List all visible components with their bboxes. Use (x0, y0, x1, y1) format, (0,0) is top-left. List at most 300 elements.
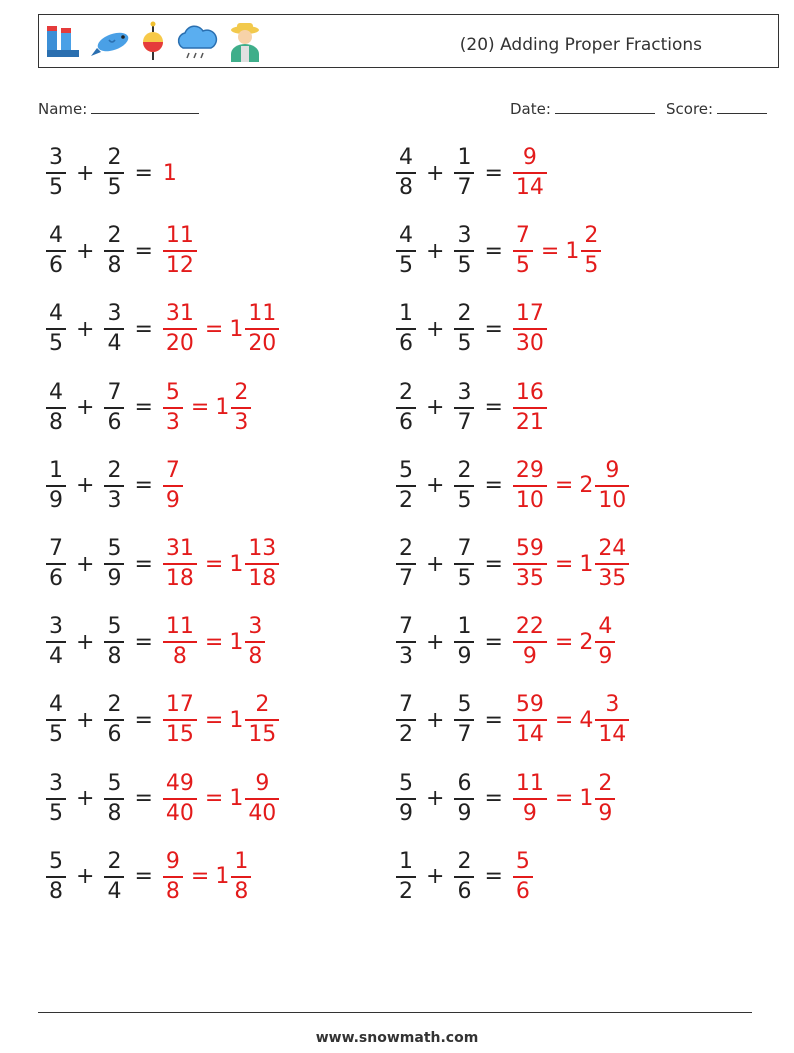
mixed-whole: 1 (229, 707, 244, 733)
mixed-fraction (245, 616, 265, 668)
mixed-fraction-denominator: 8 (231, 876, 251, 903)
addend-a-numerator: 5 (49, 848, 63, 874)
problem-item (394, 377, 549, 439)
mixed-whole: 4 (579, 707, 594, 733)
addend-a-numerator: 2 (399, 379, 413, 405)
mixed-whole: 1 (229, 551, 244, 577)
problem-item (44, 455, 185, 517)
equals-sign: = (484, 786, 503, 812)
mixed-fraction (245, 694, 279, 746)
addend-b (454, 694, 474, 746)
answer-fraction-numerator: 5 (165, 379, 180, 405)
equals-sign: = (484, 160, 503, 186)
addend-a-numerator: 5 (399, 770, 413, 796)
addend-a-numerator: 7 (399, 614, 413, 640)
addend-a-numerator: 4 (49, 692, 63, 718)
addend-a-denominator: 2 (396, 719, 416, 746)
equals-sign: = (484, 629, 503, 655)
addend-b (104, 147, 124, 199)
mixed-fraction (245, 770, 279, 826)
answer-fraction-numerator: 11 (165, 614, 194, 640)
answer-fraction-denominator: 35 (513, 563, 547, 590)
addend-a (46, 770, 66, 826)
answer-equals-sign: = (204, 786, 224, 812)
addend-a-denominator: 2 (396, 485, 416, 512)
addend-a (46, 694, 66, 746)
mixed-fraction-numerator: 9 (255, 770, 270, 796)
answer-fraction-numerator: 11 (515, 770, 544, 796)
addend-b-denominator: 6 (104, 407, 124, 434)
addend-b-numerator: 2 (457, 457, 472, 483)
addend-a (396, 616, 416, 668)
addend-b-numerator: 2 (107, 457, 122, 483)
addend-b (454, 225, 474, 277)
mixed-fraction-numerator: 2 (584, 223, 599, 249)
addend-a-numerator: 3 (49, 614, 63, 640)
answer-fraction-denominator: 18 (163, 563, 197, 590)
addend-b (454, 457, 474, 513)
addend-b-numerator: 3 (457, 379, 472, 405)
mixed-fraction (231, 848, 251, 904)
answer-equals-sign: = (204, 707, 224, 733)
answer-equals-sign: = (190, 395, 210, 421)
plus-sign: + (426, 629, 445, 655)
mixed-fraction-denominator: 35 (595, 563, 629, 590)
addend-b-numerator: 6 (457, 770, 472, 796)
answer-fraction-numerator: 16 (515, 379, 544, 405)
addend-a-denominator: 6 (396, 328, 416, 355)
addend-a-denominator: 5 (46, 172, 66, 199)
score-field[interactable] (666, 98, 767, 118)
equals-sign: = (134, 238, 153, 264)
mixed-fraction (245, 538, 279, 590)
answer-fraction (163, 848, 183, 904)
equals-sign: = (134, 473, 153, 499)
addend-b (104, 538, 124, 590)
mixed-fraction-numerator: 11 (248, 301, 277, 327)
equals-sign: = (484, 864, 503, 890)
answer-fraction-denominator: 21 (513, 407, 547, 434)
plus-sign: + (426, 707, 445, 733)
addend-a-denominator: 5 (46, 798, 66, 825)
addend-b-numerator: 5 (107, 770, 122, 796)
addend-a-numerator: 4 (49, 379, 63, 405)
addend-a-numerator: 4 (49, 223, 63, 249)
answer (511, 538, 631, 590)
addend-b (454, 303, 474, 355)
answer-equals-sign: = (204, 629, 224, 655)
addend-a-numerator: 1 (399, 301, 413, 327)
equals-sign: = (134, 864, 153, 890)
answer (511, 694, 631, 746)
addend-b-numerator: 2 (107, 145, 122, 170)
answer (161, 694, 281, 746)
addend-a-numerator: 4 (49, 301, 63, 327)
addend-a-numerator: 2 (399, 536, 413, 561)
date-field[interactable] (510, 98, 655, 118)
answer (161, 303, 281, 355)
answer-equals-sign: = (204, 316, 224, 342)
mixed-fraction (245, 303, 279, 355)
equals-sign: = (134, 786, 153, 812)
addend-b (104, 848, 124, 904)
answer-equals-sign: = (190, 864, 210, 890)
addend-a (396, 770, 416, 826)
addend-b-numerator: 1 (457, 614, 472, 640)
addend-b-numerator: 3 (457, 223, 472, 249)
name-label: Name: (38, 100, 88, 118)
answer-fraction (163, 694, 197, 746)
mixed-fraction (595, 770, 615, 826)
answer (511, 225, 603, 277)
name-field[interactable] (38, 98, 199, 118)
addend-b-numerator: 2 (457, 848, 472, 874)
answer-fraction-numerator: 9 (522, 145, 537, 170)
addend-b-denominator: 6 (104, 719, 124, 746)
addend-b-denominator: 4 (104, 328, 124, 355)
mixed-fraction-denominator: 10 (595, 485, 629, 512)
problem-item (394, 689, 631, 751)
equals-sign: = (134, 707, 153, 733)
addend-a (46, 303, 66, 355)
answer (511, 770, 617, 826)
answer-fraction-numerator: 7 (165, 457, 180, 483)
addend-a (396, 225, 416, 277)
answer-equals-sign: = (540, 238, 560, 264)
addend-b (104, 303, 124, 355)
mixed-fraction-denominator: 3 (231, 407, 251, 434)
answer (511, 147, 549, 199)
mixed-fraction-denominator: 20 (245, 328, 279, 355)
mixed-fraction-numerator: 4 (598, 614, 613, 640)
score-blank[interactable] (717, 98, 767, 114)
plus-sign: + (426, 473, 445, 499)
addend-b (104, 694, 124, 746)
problem-item (44, 689, 281, 751)
plus-sign: + (426, 864, 445, 890)
addend-b-numerator: 3 (107, 301, 122, 327)
problem-item (44, 298, 281, 360)
plus-sign: + (426, 786, 445, 812)
mixed-fraction-denominator: 18 (245, 563, 279, 590)
addend-a-numerator: 4 (399, 223, 413, 249)
answer-fraction-denominator: 14 (513, 719, 547, 746)
addend-b-numerator: 7 (457, 536, 472, 561)
plus-sign: + (426, 395, 445, 421)
addend-a-numerator: 3 (49, 145, 63, 170)
addend-b-denominator: 4 (104, 876, 124, 903)
equals-sign: = (484, 551, 503, 577)
answer-fraction-numerator: 59 (515, 536, 544, 561)
mixed-whole: 1 (229, 316, 244, 342)
mixed-fraction (595, 457, 629, 513)
mixed-whole: 1 (579, 786, 594, 812)
addend-a (396, 694, 416, 746)
answer-fraction-denominator: 6 (513, 876, 533, 903)
plus-sign: + (426, 551, 445, 577)
addend-b (104, 379, 124, 435)
footer-divider (38, 1012, 752, 1013)
answer-fraction (513, 848, 533, 904)
addend-b-denominator: 5 (454, 485, 474, 512)
date-label: Date: (510, 100, 551, 118)
mixed-whole: 1 (579, 551, 594, 577)
answer-fraction-denominator: 5 (513, 250, 533, 277)
answer-fraction-denominator: 12 (163, 250, 197, 277)
answer-fraction-denominator: 15 (163, 719, 197, 746)
answer-fraction-denominator: 20 (163, 328, 197, 355)
mixed-fraction (595, 694, 629, 746)
answer (161, 770, 281, 826)
addend-b-denominator: 5 (454, 250, 474, 277)
answer (161, 379, 253, 435)
header-icons (43, 19, 265, 65)
answer-fraction (513, 379, 547, 435)
mixed-fraction-numerator: 2 (255, 692, 270, 718)
equals-sign: = (134, 551, 153, 577)
addend-b (104, 225, 124, 277)
addend-b (104, 616, 124, 668)
answer-fraction-numerator: 11 (165, 223, 194, 249)
equals-sign: = (134, 629, 153, 655)
answer-fraction (513, 225, 533, 277)
fishing-float-icon (139, 20, 167, 64)
mixed-fraction-numerator: 9 (605, 457, 620, 483)
mixed-fraction-denominator: 9 (595, 798, 615, 825)
addend-b (104, 770, 124, 826)
equals-sign: = (484, 316, 503, 342)
answer-fraction (513, 770, 547, 826)
answer (161, 457, 185, 513)
addend-a (396, 538, 416, 590)
addend-a-numerator: 7 (49, 536, 63, 561)
addend-b-numerator: 2 (457, 301, 472, 327)
answer-fraction-numerator: 49 (165, 770, 194, 796)
answer-fraction-numerator: 17 (515, 301, 544, 327)
answer-fraction-denominator: 9 (163, 485, 183, 512)
mixed-fraction-numerator: 3 (605, 692, 620, 718)
equals-sign: = (484, 473, 503, 499)
addend-b-numerator: 1 (457, 145, 472, 170)
mixed-fraction (581, 225, 601, 277)
addend-a (46, 379, 66, 435)
rain-cloud-icon (173, 22, 219, 62)
mixed-fraction-numerator: 24 (598, 536, 627, 561)
equals-sign: = (134, 160, 153, 186)
plus-sign: + (76, 473, 95, 499)
mixed-whole: 1 (565, 238, 580, 264)
footer-url: www.snowmath.com (315, 1030, 479, 1046)
mixed-fraction-numerator: 1 (234, 848, 249, 874)
answer-fraction (513, 616, 547, 668)
answer-fraction-numerator: 17 (165, 692, 194, 718)
answer (161, 848, 253, 904)
answer-fraction (513, 303, 547, 355)
addend-b-numerator: 2 (107, 223, 122, 249)
answer-fraction-denominator: 9 (513, 798, 547, 825)
plus-sign: + (76, 707, 95, 733)
addend-a (46, 538, 66, 590)
problem-item (394, 455, 631, 517)
addend-a-denominator: 9 (46, 485, 66, 512)
problem-item (394, 533, 631, 595)
problem-item (44, 611, 267, 673)
answer-fraction-numerator: 31 (165, 301, 194, 327)
equals-sign: = (134, 316, 153, 342)
addend-b-denominator: 5 (104, 172, 124, 199)
addend-b-numerator: 2 (107, 692, 122, 718)
answer-fraction-denominator: 8 (163, 641, 197, 668)
date-blank[interactable] (555, 98, 655, 114)
addend-a-denominator: 6 (46, 250, 66, 277)
mixed-fraction-denominator: 5 (581, 250, 601, 277)
addend-b (454, 538, 474, 590)
addend-b (454, 770, 474, 826)
plus-sign: + (76, 629, 95, 655)
mixed-fraction-denominator: 9 (595, 641, 615, 668)
addend-b-denominator: 9 (454, 798, 474, 825)
addend-a-denominator: 9 (396, 798, 416, 825)
answer (511, 457, 631, 513)
problem-item (394, 611, 617, 673)
answer-fraction-denominator: 8 (163, 876, 183, 903)
answer (161, 225, 199, 277)
plus-sign: + (76, 238, 95, 264)
answer-equals-sign: = (554, 707, 574, 733)
answer-equals-sign: = (554, 473, 574, 499)
addend-a-denominator: 8 (396, 172, 416, 199)
equals-sign: = (484, 238, 503, 264)
addend-a-numerator: 3 (49, 770, 63, 796)
answer-fraction (513, 538, 547, 590)
addend-b-denominator: 9 (104, 563, 124, 590)
addend-b-denominator: 3 (104, 485, 124, 512)
answer-fraction (163, 379, 183, 435)
answer-fraction-denominator: 14 (513, 172, 547, 199)
answer-fraction-denominator: 3 (163, 407, 183, 434)
mixed-fraction-denominator: 8 (245, 641, 265, 668)
addend-b-numerator: 5 (107, 614, 122, 640)
addend-a (46, 147, 66, 199)
addend-b (454, 147, 474, 199)
equals-sign: = (484, 707, 503, 733)
mixed-fraction (231, 379, 251, 435)
problem-item (394, 298, 549, 360)
addend-a-numerator: 1 (49, 457, 63, 483)
mixed-whole: 1 (215, 395, 230, 421)
mixed-fraction-numerator: 3 (248, 614, 263, 640)
addend-a (46, 848, 66, 904)
answer (511, 379, 549, 435)
problem-item (44, 846, 253, 908)
addend-a (396, 457, 416, 513)
plus-sign: + (426, 238, 445, 264)
answer-fraction-numerator: 5 (515, 848, 530, 874)
problem-item (44, 533, 281, 595)
addend-b (454, 616, 474, 668)
fisherman-icon (225, 20, 265, 64)
addend-b-denominator: 5 (454, 563, 474, 590)
mixed-fraction (595, 538, 629, 590)
answer (511, 848, 535, 904)
worksheet-title: (20) Adding Proper Fractions (459, 35, 702, 55)
mixed-fraction-numerator: 2 (598, 770, 613, 796)
addend-a (396, 379, 416, 435)
mixed-fraction-denominator: 15 (245, 719, 279, 746)
answer-equals-sign: = (554, 786, 574, 812)
boots-icon (43, 22, 83, 62)
addend-b-denominator: 9 (454, 641, 474, 668)
addend-b-denominator: 7 (454, 407, 474, 434)
mixed-fraction-denominator: 40 (245, 798, 279, 825)
answer-fraction-numerator: 31 (165, 536, 194, 561)
addend-a-denominator: 8 (46, 407, 66, 434)
addend-b (454, 379, 474, 435)
answer (161, 616, 267, 668)
answer-equals-sign: = (554, 629, 574, 655)
problem-item (44, 220, 199, 282)
addend-b-denominator: 8 (104, 250, 124, 277)
answer (161, 538, 281, 590)
plus-sign: + (76, 786, 95, 812)
addend-b-denominator: 8 (104, 641, 124, 668)
addend-a-denominator: 5 (46, 328, 66, 355)
plus-sign: + (76, 395, 95, 421)
mixed-fraction-numerator: 2 (234, 379, 249, 405)
answer (161, 161, 177, 186)
mixed-fraction-numerator: 13 (248, 536, 277, 561)
answer-fraction-denominator: 40 (163, 798, 197, 825)
problem-item (44, 377, 253, 439)
addend-b-denominator: 6 (454, 876, 474, 903)
addend-a-numerator: 4 (399, 145, 413, 170)
worksheet-header (38, 14, 779, 68)
addend-b-numerator: 2 (107, 848, 122, 874)
addend-b (454, 848, 474, 904)
answer-fraction-denominator: 10 (513, 485, 547, 512)
answer-fraction (163, 616, 197, 668)
addend-b-numerator: 5 (107, 536, 122, 561)
mixed-whole: 1 (229, 786, 244, 812)
addend-a-denominator: 4 (46, 641, 66, 668)
answer-whole: 1 (162, 160, 177, 186)
name-blank[interactable] (91, 98, 199, 114)
plus-sign: + (426, 316, 445, 342)
addend-a-numerator: 1 (399, 848, 413, 874)
addend-a-denominator: 6 (396, 407, 416, 434)
score-label: Score: (666, 100, 714, 118)
answer-equals-sign: = (554, 551, 574, 577)
equals-sign: = (134, 395, 153, 421)
answer (511, 616, 617, 668)
addend-a-denominator: 6 (46, 563, 66, 590)
answer-fraction (163, 770, 197, 826)
problem-item (394, 768, 617, 830)
answer (511, 303, 549, 355)
plus-sign: + (426, 160, 445, 186)
answer-fraction (163, 457, 183, 513)
mixed-fraction-denominator: 14 (595, 719, 629, 746)
mixed-whole: 2 (579, 629, 594, 655)
answer-fraction-denominator: 9 (513, 641, 547, 668)
mixed-fraction (595, 616, 615, 668)
problem-item (394, 142, 549, 204)
mixed-whole: 1 (215, 864, 230, 890)
plus-sign: + (76, 160, 95, 186)
answer-fraction (513, 147, 547, 199)
problem-item (44, 142, 177, 204)
addend-a-denominator: 7 (396, 563, 416, 590)
